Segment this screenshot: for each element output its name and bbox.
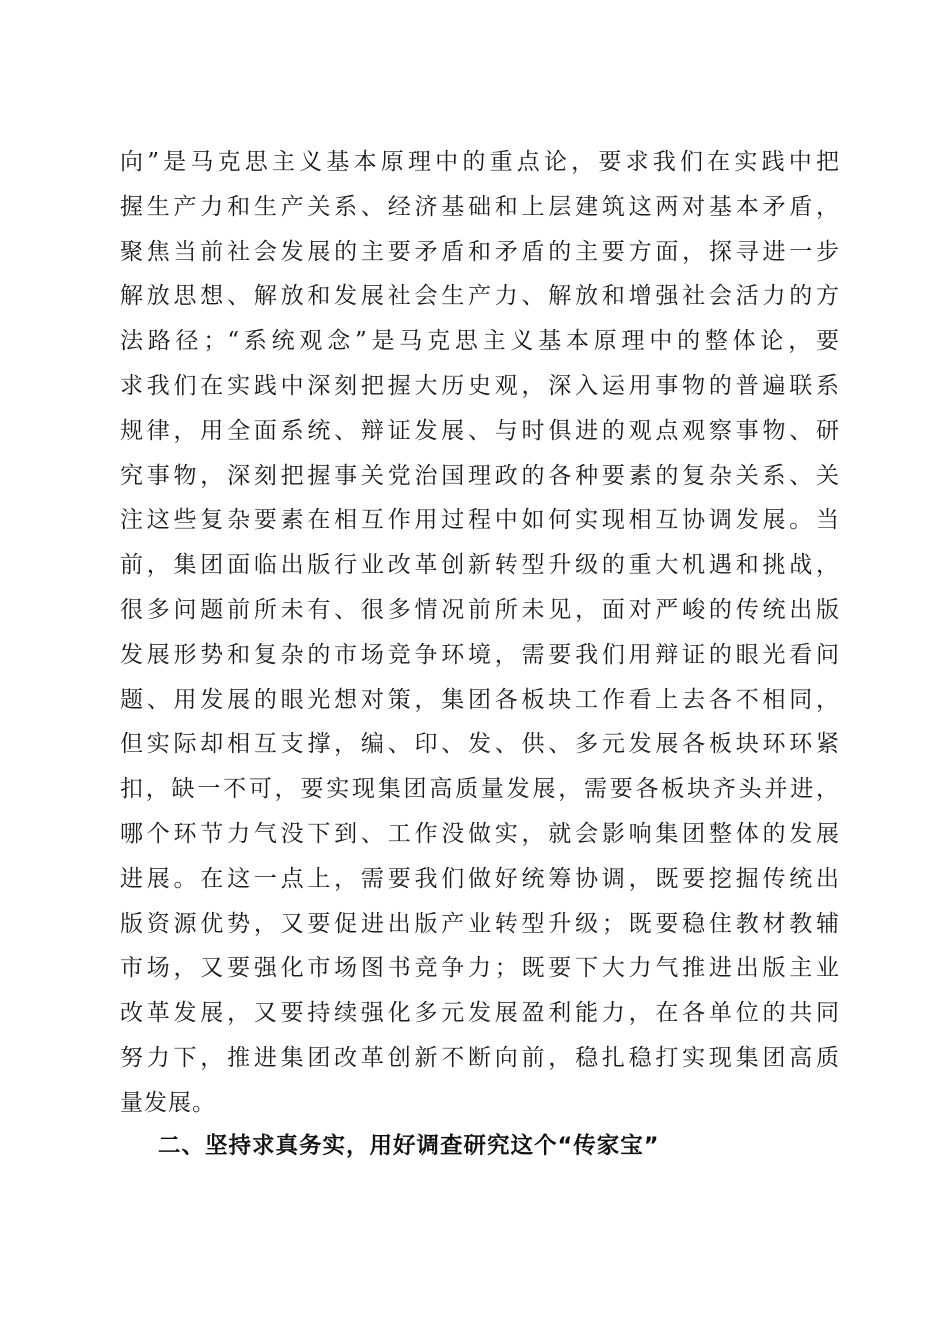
paragraph-line: 解放思想、解放和发展社会生产力、解放和增强社会活力的方 (120, 283, 840, 310)
paragraph-line: 改革发展，又要持续强化多元发展盈利能力，在各单位的共同 (120, 1000, 840, 1027)
paragraph-line: 注这些复杂要素在相互作用过程中如何实现相互协调发展。当 (120, 507, 840, 534)
body-paragraph (120, 140, 840, 1126)
paragraph-line: 聚焦当前社会发展的主要矛盾和矛盾的主要方面，探寻进一步 (120, 238, 840, 265)
paragraph-line: 发展形势和复杂的市场竞争环境，需要我们用辩证的眼光看问 (120, 641, 840, 668)
paragraph-line: 法路径；“系统观念”是马克思主义基本原理中的整体论，要 (120, 328, 840, 355)
paragraph-line: 究事物，深刻把握事关党治国理政的各种要素的复杂关系、关 (120, 462, 840, 489)
paragraph-line: 规律，用全面系统、辩证发展、与时俱进的观点观察事物、研 (120, 417, 840, 444)
paragraph-line: 扣，缺一不可，要实现集团高质量发展，需要各板块齐头并进， (120, 776, 840, 803)
paragraph-line: 量发展。 (120, 1089, 216, 1116)
section-heading: 二、坚持求真务实，用好调查研究这个“传家宝” (158, 1133, 660, 1159)
paragraph-line: 前，集团面临出版行业改革创新转型升级的重大机遇和挑战， (120, 552, 840, 579)
paragraph-line: 握生产力和生产关系、经济基础和上层建筑这两对基本矛盾， (120, 193, 840, 220)
paragraph-line: 努力下，推进集团改革创新不断向前，稳扎稳打实现集团高质 (120, 1044, 840, 1071)
paragraph-line: 求我们在实践中深刻把握大历史观，深入运用事物的普遍联系 (120, 372, 840, 399)
paragraph-line: 进展。在这一点上，需要我们做好统筹协调，既要挖掘传统出 (120, 865, 840, 892)
paragraph-line: 向”是马克思主义基本原理中的重点论，要求我们在实践中把 (120, 149, 840, 175)
paragraph-line: 市场，又要强化市场图书竞争力；既要下大力气推进出版主业 (120, 955, 840, 982)
paragraph-line: 题、用发展的眼光想对策，集团各板块工作看上去各不相同， (120, 686, 840, 713)
paragraph-line: 哪个环节力气没下到、工作没做实，就会影响集团整体的发展 (120, 820, 840, 847)
paragraph-line: 版资源优势，又要促进出版产业转型升级；既要稳住教材教辅 (120, 910, 840, 937)
paragraph-line: 很多问题前所未有、很多情况前所未见，面对严峻的传统出版 (120, 596, 840, 623)
paragraph-line: 但实际却相互支撑，编、印、发、供、多元发展各板块环环紧 (120, 731, 840, 758)
